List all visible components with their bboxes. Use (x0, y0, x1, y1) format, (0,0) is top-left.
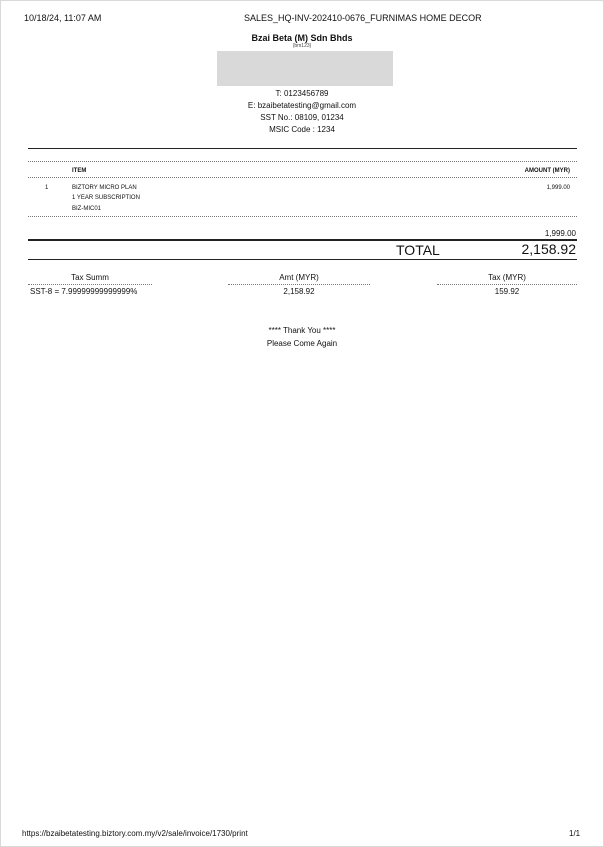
company-sst: SST No.: 08109, 01234 (260, 113, 344, 122)
tax-summary-header: Tax Summ (71, 273, 109, 282)
amount-header: AMOUNT (MYR) (524, 168, 570, 174)
thank-you-message: **** Thank You **** (268, 326, 336, 335)
tax-tax-value: 159.92 (494, 287, 520, 296)
item-sku: BIZ-MIC01 (72, 206, 102, 212)
company-logo-placeholder (217, 51, 393, 86)
item-name: BIZTORY MICRO PLAN (72, 185, 137, 191)
subtotal-value: 1,999.00 (544, 229, 576, 238)
item-amount: 1,999.00 (546, 185, 570, 191)
total-divider-bottom (28, 259, 577, 260)
company-email: E: bzaibetatesting@gmail.com (247, 101, 357, 110)
tax-amount-header: Amt (MYR) (279, 273, 319, 282)
page-number: 1/1 (569, 829, 581, 838)
item-description: 1 YEAR SUBSCRIPTION (72, 195, 140, 201)
company-name: Bzai Beta (M) Sdn Bhds (251, 33, 353, 43)
total-value: 2,158.92 (521, 241, 576, 257)
divider-dotted (28, 216, 577, 217)
divider-dotted (28, 161, 577, 162)
divider-dotted (28, 177, 577, 178)
divider-dotted (437, 284, 577, 285)
company-code: (bm123) (292, 43, 312, 49)
row-number: 1 (45, 185, 49, 191)
divider-dotted (228, 284, 370, 285)
print-url: https://bzaibetatesting.biztory.com.my/v2/sale/invoice/1730/print (22, 829, 248, 838)
company-phone: T: 0123456789 (275, 89, 329, 98)
print-date: 10/18/24, 11:07 AM (24, 13, 102, 23)
tax-summary-value: SST-8 = 7.99999999999999% (30, 287, 138, 296)
divider-dotted (28, 284, 152, 285)
tax-amount-value: 2,158.92 (283, 287, 315, 296)
company-msic: MSIC Code : 1234 (269, 125, 335, 134)
come-again-message: Please Come Again (266, 339, 338, 348)
item-header: ITEM (72, 168, 87, 174)
divider-solid (28, 148, 577, 149)
total-divider-top (28, 239, 577, 241)
tax-tax-header: Tax (MYR) (488, 273, 526, 282)
print-title: SALES_HQ-INV-202410-0676_FURNIMAS HOME DECOR (244, 13, 482, 23)
total-label: TOTAL (396, 242, 440, 258)
